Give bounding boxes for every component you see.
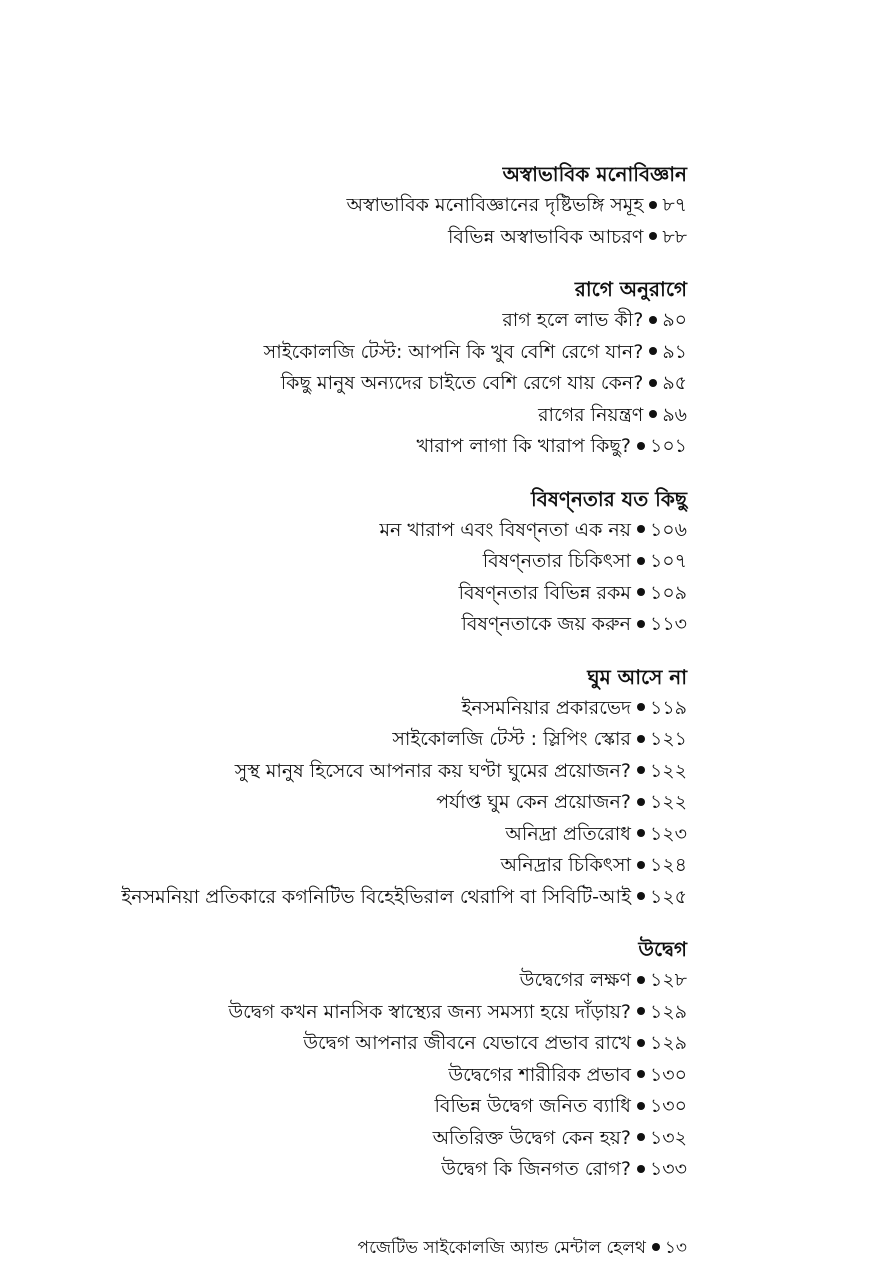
entry-page-number: ১০১ — [649, 435, 687, 457]
bullet-icon — [637, 557, 645, 565]
entry-title: উদ্বেগ কখন মানসিক স্বাস্থ্যের জন্য সমস্যা হয়ে দাঁড়ায়? — [228, 1000, 631, 1023]
toc-section — [47, 661, 687, 914]
bullet-icon — [637, 1165, 645, 1173]
entry-title: উদ্বেগ আপনার জীবনে যেভাবে প্রভাব রাখে — [303, 1032, 631, 1054]
toc-entry — [47, 1091, 687, 1123]
entry-title: রাগ হলে লাভ কী? — [502, 309, 644, 331]
toc-entry — [47, 368, 687, 400]
entry-title: সাইকোলজি টেস্ট : স্লিপিং স্কোর — [392, 728, 631, 750]
entry-page-number: ১৩২ — [649, 1126, 687, 1149]
toc-entry — [47, 819, 687, 851]
entry-page-number: ৯১ — [662, 340, 687, 363]
bullet-icon — [637, 1039, 645, 1047]
toc-entry — [47, 693, 687, 725]
toc-entry — [47, 787, 687, 819]
entry-title: মন খারাপ এবং বিষণ্নতা এক নয় — [379, 518, 631, 541]
toc-section — [47, 933, 687, 1186]
bullet-icon — [637, 1070, 645, 1078]
toc-entry — [47, 400, 687, 432]
bullet-icon — [637, 976, 645, 984]
entry-page-number: ১২২ — [649, 791, 687, 813]
entry-page-number: ৯০ — [662, 309, 687, 331]
entry-title: বিভিন্ন উদ্বেগ জনিত ব্যাধি — [434, 1095, 631, 1117]
bullet-icon — [637, 766, 645, 774]
table-of-contents — [47, 158, 687, 1206]
bullet-icon — [637, 829, 645, 837]
bullet-icon — [637, 861, 645, 869]
entry-title: অনিদ্রা প্রতিরোধ — [505, 822, 631, 845]
entry-page-number: ১১৩ — [649, 613, 687, 635]
entry-page-number: ১০৭ — [649, 550, 687, 572]
entry-page-number: ১২৮ — [649, 969, 687, 991]
entry-title: ইনসমনিয়ার প্রকারভেদ — [461, 696, 631, 719]
entry-page-number: ১৩৩ — [649, 1158, 687, 1180]
section-title: রাগে অনুরাগে — [574, 277, 687, 301]
bullet-icon — [637, 620, 645, 628]
entry-page-number: ১২৯ — [649, 1000, 687, 1023]
bullet-icon — [649, 316, 657, 324]
entry-page-number: ৮৮ — [662, 225, 687, 248]
entry-page-number: ১২৪ — [649, 854, 687, 876]
entry-title: উদ্বেগ কি জিনগত রোগ? — [441, 1158, 631, 1180]
entry-title: বিভিন্ন অস্বাভাবিক আচরণ — [447, 225, 644, 248]
bullet-icon — [637, 442, 645, 450]
bullet-icon — [637, 1007, 645, 1015]
toc-section — [47, 273, 687, 463]
entry-page-number: ১১৯ — [650, 696, 687, 719]
entry-title: উদ্বেগের শারীরিক প্রভাব — [448, 1063, 631, 1086]
bullet-icon — [637, 798, 645, 806]
bullet-icon — [637, 525, 645, 533]
entry-page-number: ১২১ — [649, 728, 687, 750]
entry-title: রাগের নিয়ন্ত্রণ — [538, 403, 644, 426]
entry-page-number: ১২৫ — [649, 885, 687, 908]
toc-entry — [47, 1154, 687, 1186]
toc-entry — [47, 1123, 687, 1155]
entry-title: সাইকোলজি টেস্ট: আপনি কি খুব বেশি রেগে যান? — [263, 340, 644, 363]
toc-entry — [47, 578, 687, 610]
toc-entry — [47, 190, 687, 222]
entry-title: বিষণ্নতার বিভিন্ন রকম — [458, 581, 631, 604]
toc-entry — [47, 609, 687, 641]
bullet-icon — [649, 232, 657, 240]
entry-page-number: ১৩০ — [649, 1063, 687, 1086]
toc-section — [47, 158, 687, 253]
entry-page-number: ৮৭ — [662, 194, 687, 216]
toc-entry — [47, 305, 687, 337]
entry-page-number: ১৩০ — [649, 1095, 687, 1117]
entry-page-number: ১২৩ — [649, 822, 687, 845]
entry-title: বিষণ্নতাকে জয় করুন — [461, 613, 631, 635]
bullet-icon — [649, 347, 657, 355]
footer-page-number: ১৩ — [664, 1238, 687, 1258]
entry-title: অস্বাভাবিক মনোবিজ্ঞানের দৃষ্টিভঙ্গি সমূহ — [346, 194, 644, 216]
toc-entry — [47, 431, 687, 463]
bullet-icon — [637, 703, 645, 711]
entry-page-number: ৯৫ — [662, 372, 687, 394]
toc-entry — [47, 337, 687, 369]
bullet-icon — [649, 379, 657, 387]
bullet-icon — [637, 1102, 645, 1110]
toc-entry — [47, 965, 687, 997]
toc-section — [47, 483, 687, 641]
entry-title: পর্যাপ্ত ঘুম কেন প্রয়োজন? — [436, 791, 631, 813]
bullet-icon — [637, 588, 645, 596]
entry-page-number: ১২৯ — [649, 1032, 687, 1054]
entry-title: কিছু মানুষ অন্যদের চাইতে বেশি রেগে যায় কেন? — [280, 372, 644, 394]
entry-page-number: ১০৬ — [649, 518, 687, 541]
footer-book-title: পজেটিভ সাইকোলজি অ্যান্ড মেন্টাল হেলথ — [357, 1238, 646, 1258]
entry-title: অনিদ্রার চিকিৎসা — [500, 854, 631, 876]
entry-page-number: ৯৬ — [662, 403, 687, 426]
entry-title: উদ্বেগের লক্ষণ — [519, 969, 631, 991]
entry-title: বিষণ্নতার চিকিৎসা — [482, 550, 631, 572]
section-title: অস্বাভাবিক মনোবিজ্ঞান — [502, 162, 687, 186]
toc-entry — [47, 997, 687, 1029]
section-title: ঘুম আসে না — [587, 664, 687, 689]
bullet-icon — [649, 201, 657, 209]
entry-title: অতিরিক্ত উদ্বেগ কেন হয়? — [432, 1126, 631, 1149]
bullet-icon — [637, 892, 645, 900]
bullet-icon — [649, 410, 657, 418]
toc-entry — [47, 515, 687, 547]
bullet-icon — [637, 735, 645, 743]
toc-entry — [47, 546, 687, 578]
toc-entry — [47, 724, 687, 756]
toc-entry — [47, 1060, 687, 1092]
page-footer — [358, 1234, 687, 1262]
toc-entry — [47, 882, 687, 914]
bullet-icon — [637, 1133, 645, 1141]
entry-page-number: ১২২ — [649, 759, 687, 782]
toc-entry — [47, 850, 687, 882]
entry-title: ইনসমনিয়া প্রতিকারে কগনিটিভ বিহেইভিরাল থেরাপি বা সিবিটি-আই — [121, 885, 631, 908]
entry-page-number: ১০৯ — [649, 581, 687, 604]
toc-entry — [47, 756, 687, 788]
entry-title: খারাপ লাগা কি খারাপ কিছু? — [416, 435, 631, 457]
entry-title: সুস্থ মানুষ হিসেবে আপনার কয় ঘণ্টা ঘুমের প্রয়োজন? — [234, 759, 631, 782]
section-title: উদ্বেগ — [638, 937, 687, 961]
toc-entry — [47, 222, 687, 254]
bullet-icon — [652, 1243, 660, 1251]
toc-entry — [47, 1028, 687, 1060]
section-title: বিষণ্নতার যত কিছু — [530, 486, 687, 511]
